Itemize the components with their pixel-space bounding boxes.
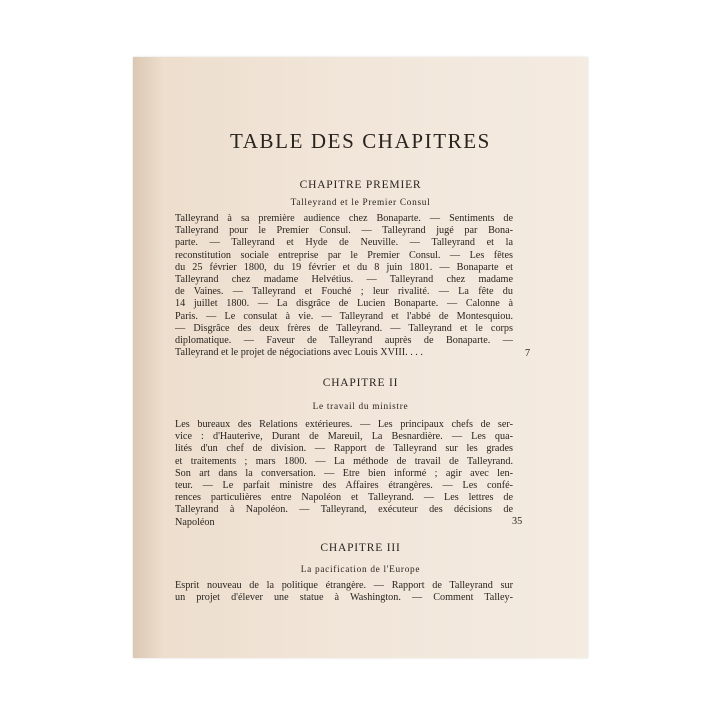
summary-line: rences particulières entre Napoléon et Talleyrand. — Les lettres de bbox=[175, 492, 513, 504]
chapter-3-heading: CHAPITRE III bbox=[320, 542, 401, 554]
summary-line: un projet d'élever une statue à Washington. — Comment Talley- bbox=[175, 592, 513, 604]
chapter-2-summary bbox=[175, 419, 513, 529]
summary-line: diplomatique. — Faveur de Talleyrand auprès de Bonaparte. — bbox=[175, 335, 513, 347]
summary-line: Esprit nouveau de la politique étrangère. — Rapport de Talleyrand sur bbox=[175, 580, 513, 591]
chapter-2-subtitle: Le travail du ministre bbox=[312, 402, 409, 412]
chapter-2-page-number: 35 bbox=[512, 516, 523, 527]
summary-line: teur. — Le parfait ministre des Affaires étrangères. — Les confé- bbox=[175, 480, 513, 492]
summary-line: parte. — Talleyrand et Hyde de Neuville. — Talleyrand et la bbox=[175, 237, 513, 249]
chapter-1-heading: CHAPITRE PREMIER bbox=[299, 179, 422, 191]
summary-line: et traitements ; mars 1800. — La méthode de travail de Talleyrand. bbox=[175, 455, 513, 467]
summary-line: Talleyrand et le projet de négociations avec Louis XVIII. . . . bbox=[175, 347, 423, 359]
page-title: TABLE DES CHAPITRES bbox=[230, 129, 491, 153]
summary-line: Talleyrand chez madame Helvétius. — Talleyrand chez madame bbox=[175, 274, 513, 286]
chapter-3-subtitle: La pacification de l'Europe bbox=[300, 565, 421, 575]
chapter-3-summary bbox=[175, 580, 513, 604]
summary-line: 14 juillet 1800. — La disgrâce de Lucien Bonaparte. — Calonne à bbox=[175, 298, 513, 310]
summary-line: Les bureaux des Relations extérieures. — Les principaux chefs de ser- bbox=[175, 419, 513, 430]
chapter-1-summary bbox=[175, 213, 513, 359]
summary-line: Talleyrand à Napoléon. — Talleyrand, exécuteur des décisions de bbox=[175, 504, 513, 516]
summary-line: vice : d'Hauterive, Durant de Mareuil, La Besnardière. — Les qua- bbox=[175, 431, 513, 443]
chapter-1-subtitle: Talleyrand et le Premier Consul bbox=[290, 198, 431, 208]
summary-line: — Disgrâce des deux frères de Talleyrand. — Talleyrand et le corps bbox=[175, 322, 513, 334]
chapter-1-page-number: 7 bbox=[525, 348, 531, 359]
summary-line: reconstitution sociale entreprise par le Premier Consul. — Les fêtes bbox=[175, 249, 513, 261]
book-page bbox=[133, 57, 588, 658]
summary-line: Son art dans la conversation. — Etre bien informé ; agir avec len- bbox=[175, 467, 513, 479]
summary-line: lités d'un chef de division. — Rapport de Talleyrand sur les grades bbox=[175, 443, 513, 455]
summary-line: Napoléon bbox=[175, 516, 215, 528]
summary-line: du 25 février 1800, du 19 février et du 8 juin 1801. — Bonaparte et bbox=[175, 261, 513, 273]
chapter-2-heading: CHAPITRE II bbox=[322, 377, 399, 389]
summary-line: Talleyrand pour le Premier Consul. — Talleyrand jugé par Bona- bbox=[175, 225, 513, 237]
summary-line: Paris. — Le consulat à vie. — Talleyrand et l'abbé de Montesquiou. bbox=[175, 310, 513, 322]
summary-line: Talleyrand à sa première audience chez Bonaparte. — Sentiments de bbox=[175, 213, 513, 224]
summary-line: de Vaines. — Talleyrand et Fouché ; leur rivalité. — La fête du bbox=[175, 286, 513, 298]
